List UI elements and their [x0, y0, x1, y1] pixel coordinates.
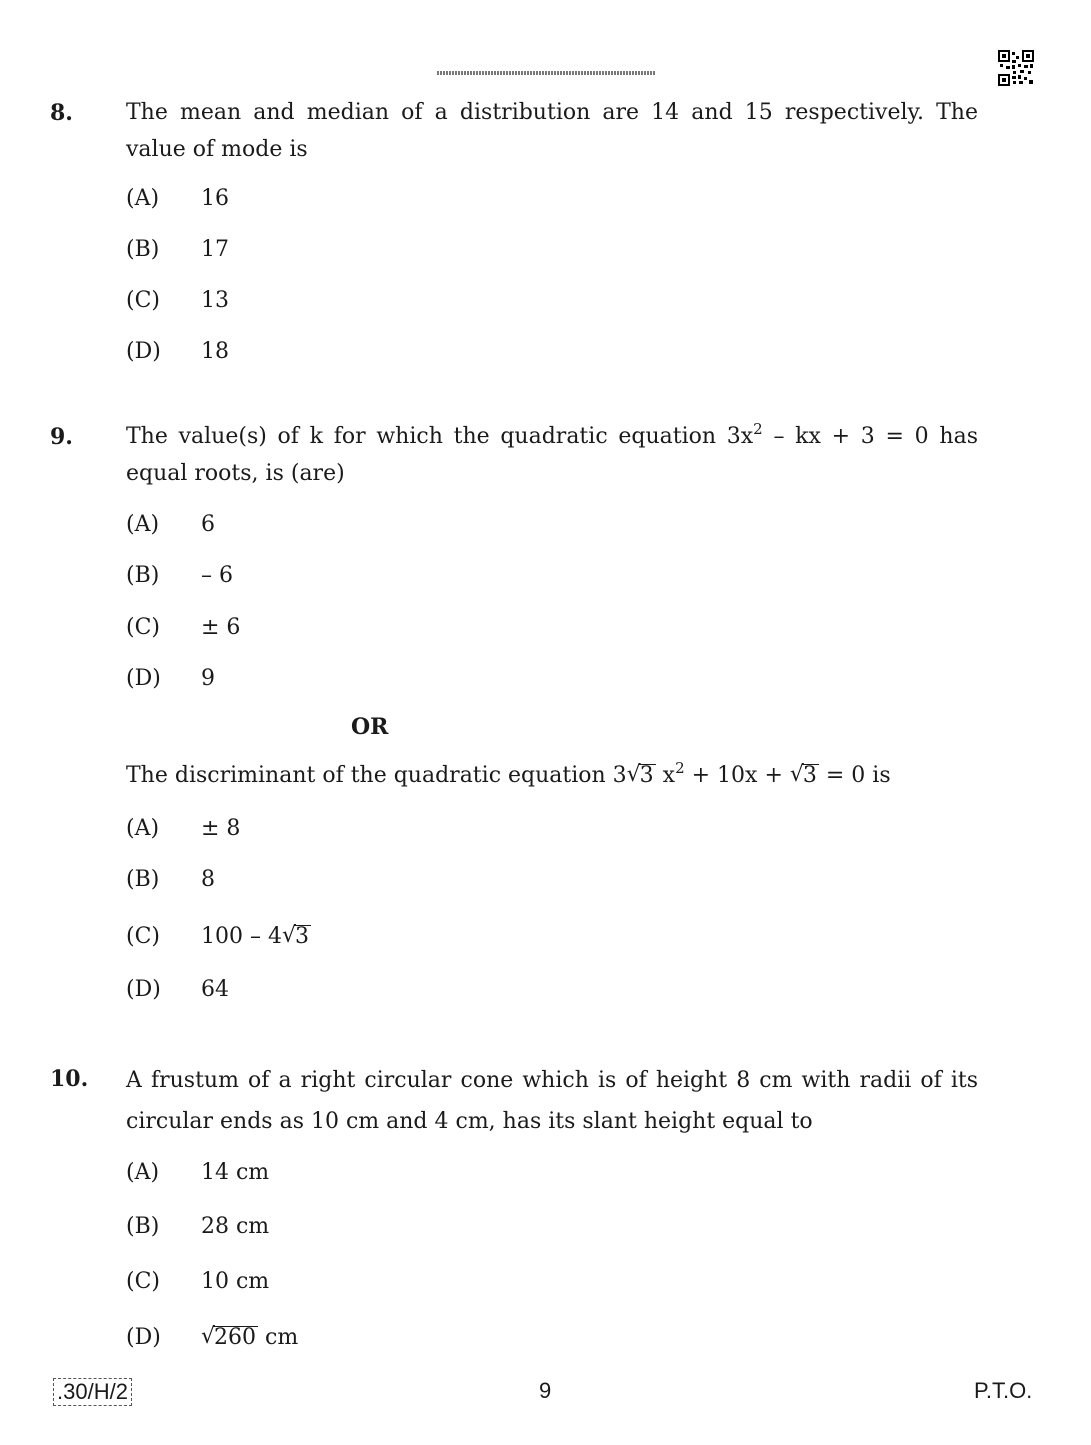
microtext-line	[437, 71, 656, 75]
option-label: (D)	[126, 339, 161, 364]
option-label: (C)	[126, 1269, 160, 1294]
option-label: (A)	[126, 512, 160, 537]
square-root: √ 3	[281, 923, 309, 949]
option-value: 28 cm	[201, 1214, 270, 1239]
option-label: (B)	[126, 237, 160, 262]
question-number: 9.	[50, 424, 73, 450]
option-value: ± 8	[201, 816, 241, 841]
option-value: 100 – 4 √ 3	[201, 923, 309, 949]
option-value: – 6	[201, 563, 233, 588]
question-number: 8.	[50, 100, 73, 126]
option-label: (A)	[126, 816, 160, 841]
pto-label: P.T.O.	[974, 1378, 1033, 1403]
option-label: (A)	[126, 1160, 160, 1185]
option-label: (D)	[126, 977, 161, 1002]
option-label: (C)	[126, 615, 160, 640]
option-value: 14 cm	[201, 1160, 270, 1185]
option-value: 9	[201, 666, 215, 691]
option-value: 18	[201, 339, 229, 364]
question-text: The value(s) of k for which the quadratic equation $3x^2$ – kx + 3 = 0 has equal roots, is (are)	[126, 420, 978, 486]
question-number: 10.	[50, 1066, 89, 1092]
square-root: √ 3	[789, 762, 817, 788]
option-label: (B)	[126, 563, 160, 588]
alternative-question-text: The discriminant of the quadratic equation 3 √ 3 $x^2 + 10x$ + √ 3 = 0 is	[126, 757, 978, 794]
option-label: (D)	[126, 1325, 161, 1350]
option-value: 13	[201, 288, 229, 313]
paper-code: .30/H/2	[53, 1378, 132, 1406]
option-label: (C)	[126, 924, 160, 949]
square-root: √ 3	[626, 762, 654, 788]
option-value: ± 6	[201, 615, 241, 640]
option-value: 10 cm	[201, 1269, 270, 1294]
option-label: (C)	[126, 288, 160, 313]
option-value: 6	[201, 512, 215, 537]
option-value: 17	[201, 237, 229, 262]
page-number: 9	[539, 1378, 552, 1403]
square-root: √ 260	[201, 1324, 256, 1350]
question-text: The mean and median of a distribution are 14 and 15 respectively. The value of mode is	[126, 100, 978, 162]
option-label: (A)	[126, 186, 160, 211]
option-label: (B)	[126, 867, 160, 892]
option-label: (D)	[126, 666, 161, 691]
option-value: 64	[201, 977, 229, 1002]
qr-code-icon	[998, 50, 1034, 86]
option-value: 16	[201, 186, 229, 211]
option-value: 8	[201, 867, 215, 892]
option-label: (B)	[126, 1214, 160, 1239]
question-text: A frustum of a right circular cone which is of height 8 cm with radii of its circular ends as 10 cm and 4 cm, has its slant height equal to	[126, 1068, 978, 1134]
or-heading: OR	[351, 714, 389, 740]
option-value: √ 260 cm	[201, 1324, 299, 1350]
